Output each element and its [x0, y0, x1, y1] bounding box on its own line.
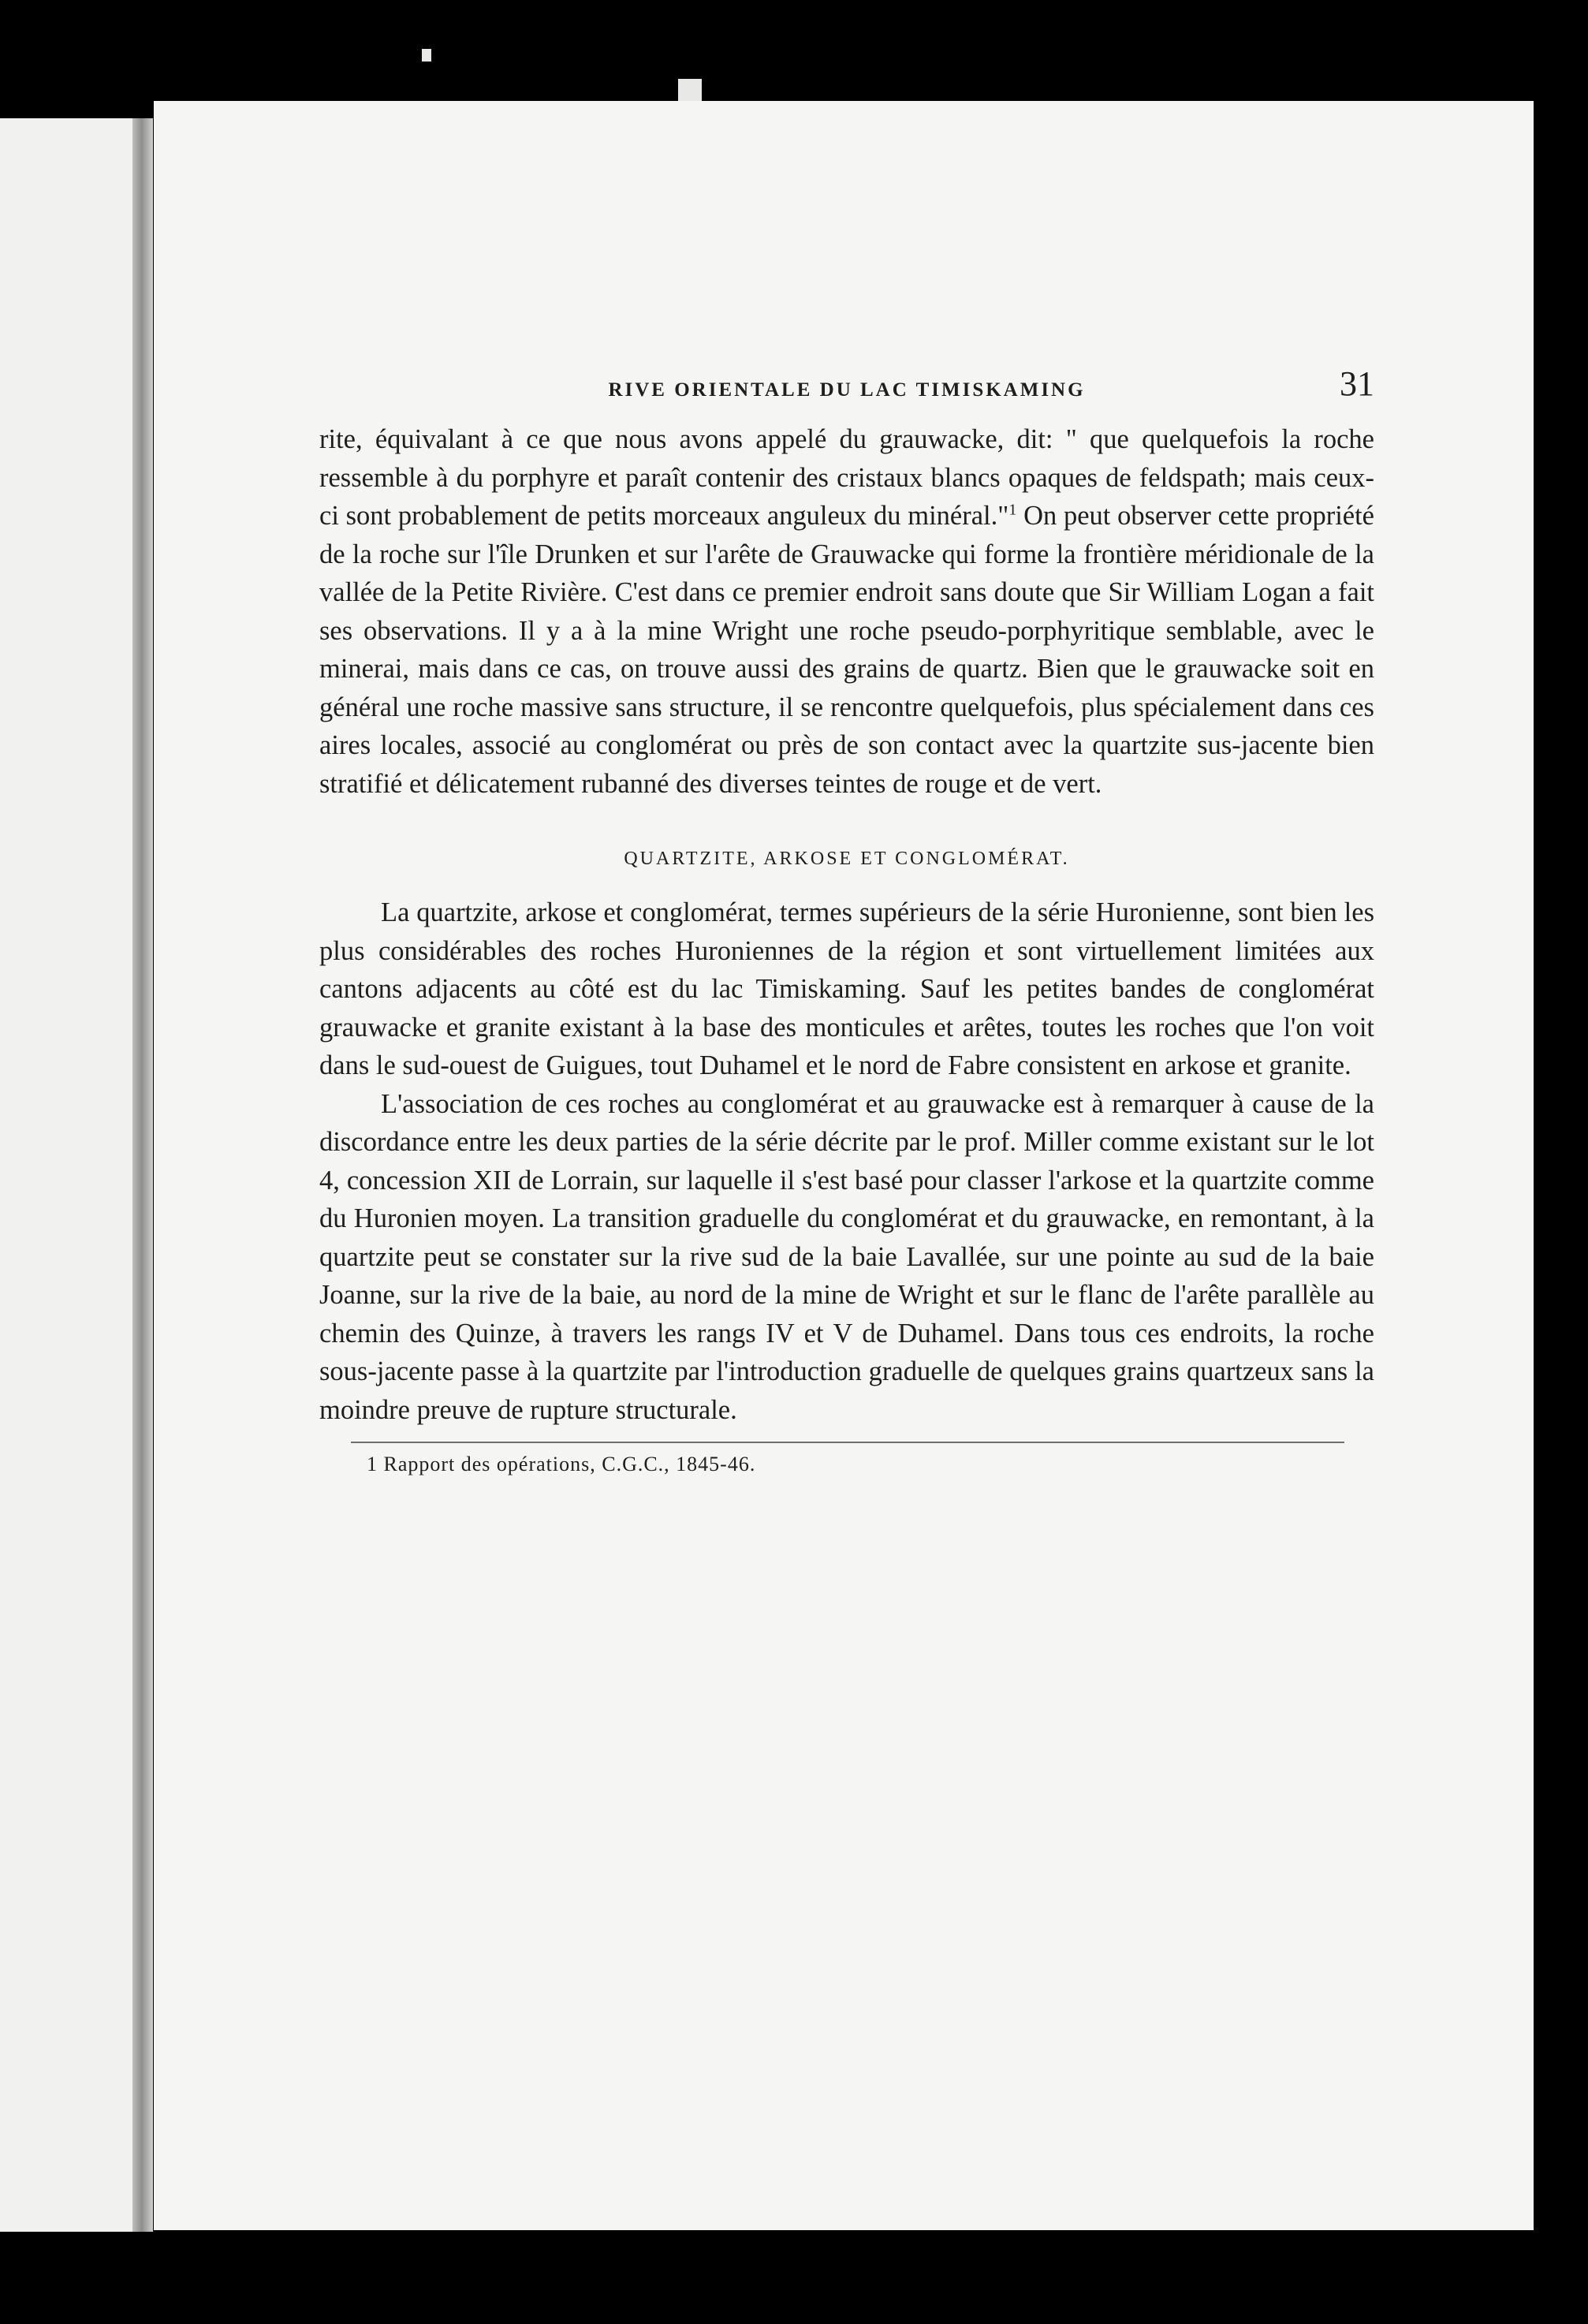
paragraph-3: L'association de ces roches au conglomérat et au grauwacke est à remarquer à cause de la discordance entre les deux parties de la série décrite par le prof. Miller comme existant sur le lot 4, concession XII de Lorrain, sur laquelle il s'est basé pour classer l'arkose et la quartzite comme du Huronien moyen. La transition graduelle du conglomérat et du grauwacke, en remontant, à la quartzite peut se constater sur la rive sud de la baie Lavallée, sur une pointe au sud de la baie Joanne, sur la rive de la baie, au nord de la mine de Wright et sur le flanc de l'arête parallèle au chemin des Quinze, à travers les rangs IV et V de Duhamel. Dans tous ces endroits, la roche sous-jacente passe à la quartzite par l'introduction graduelle de quelques grains quartzeux sans la moindre preuve de rupture structurale.	[319, 1088, 1374, 1425]
running-title: RIVE ORIENTALE DU LAC TIMISKAMING	[608, 379, 1086, 401]
running-head	[319, 357, 1374, 420]
paragraph-1	[319, 420, 1374, 803]
page-content	[319, 357, 1374, 1476]
paragraph-1-text: rite, équivalant à ce que nous avons appelé du grauwacke, dit: " que quelquefois la roche ressemble à du porphyre et paraît contenir des cristaux blancs opaques de feldspath; mais ceux-ci sont probablement de petits morceaux anguleux du minéral."	[319, 424, 1374, 531]
paragraph-2: La quartzite, arkose et conglomérat, termes supérieurs de la série Huronienne, sont bien les plus considérables des roches Huroniennes de la région et sont virtuellement limitées aux cantons adjacents au côté est du lac Timiskaming. Sauf les petites bandes de conglomérat grauwacke et granite existant à la base des monticules et arêtes, toutes les roches que l'on voit dans le sud-ouest de Guigues, tout Duhamel et le nord de Fabre consistent en arkose et granite.	[319, 897, 1374, 1080]
paragraph-1-continued: On peut observer cette propriété de la roche sur l'île Drunken et sur l'arête de Grauwacke qui forme la frontière méridionale de la vallée de la Petite Rivière. C'est dans ce premier endroit sans doute que Sir William Logan a fait ses observations. Il y a à la mine Wright une roche pseudo-porphyritique semblable, avec le minerai, mais dans ce cas, on trouve aussi des grains de quartz. Bien que le grauwacke soit en général une roche massive sans structure, il se rencontre quelquefois, plus spécialement dans ces aires locales, associé au conglomérat ou près de son contact avec la quartzite sus-jacente bien stratifié et délicatement rubanné des diverses teintes de rouge et de vert.	[319, 501, 1374, 799]
book-gutter	[132, 118, 153, 2232]
page-number: 31	[1340, 364, 1374, 403]
scan-speck	[422, 49, 431, 62]
footnote-mark: 1	[1008, 501, 1017, 519]
book-page	[154, 101, 1534, 2230]
section-heading: QUARTZITE, ARKOSE ET CONGLOMÉRAT.	[624, 849, 1070, 869]
scan-tab	[678, 79, 702, 103]
footnote-divider	[351, 1442, 1344, 1443]
footnote: 1 Rapport des opérations, C.G.C., 1845-46.	[367, 1453, 756, 1475]
facing-page	[0, 118, 142, 2232]
